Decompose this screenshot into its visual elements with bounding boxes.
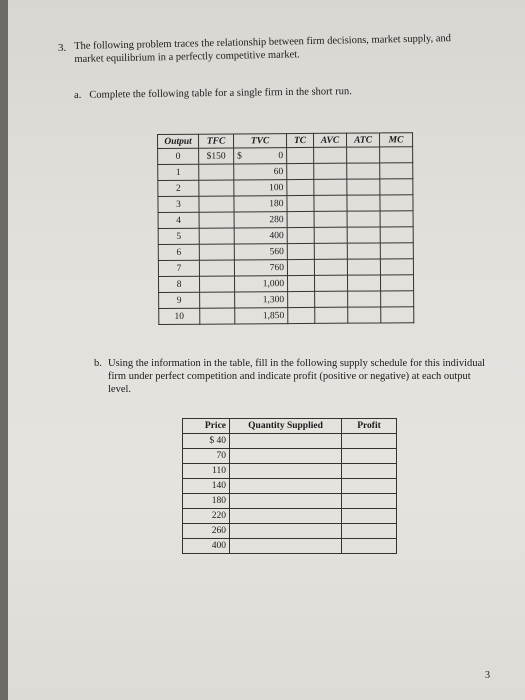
mc-cell[interactable] xyxy=(381,291,414,307)
profit-cell[interactable] xyxy=(342,494,397,509)
part-a-label: a. xyxy=(74,89,82,101)
header-avc: AVC xyxy=(313,133,346,147)
tc-cell[interactable] xyxy=(287,195,314,211)
table-row xyxy=(158,179,413,197)
tvc-currency xyxy=(238,279,246,289)
tfc-cell xyxy=(199,228,234,244)
table-row xyxy=(158,227,413,245)
tvc-value: 100 xyxy=(269,182,284,193)
price-cell: 70 xyxy=(183,449,230,464)
tvc-cell xyxy=(234,244,287,260)
tvc-currency: $ xyxy=(237,150,242,161)
tvc-cell xyxy=(234,212,287,228)
tvc-value: 1,300 xyxy=(262,294,285,305)
quantity-supplied-cell[interactable] xyxy=(230,494,342,509)
tvc-value: 60 xyxy=(273,166,284,177)
tfc-cell xyxy=(199,244,234,260)
tvc-cell xyxy=(235,308,288,324)
tvc-cell xyxy=(234,164,287,180)
table-row xyxy=(158,243,413,261)
tvc-cell xyxy=(234,228,287,244)
tvc-value: 180 xyxy=(269,198,284,209)
atc-cell[interactable] xyxy=(347,227,380,243)
tvc-currency xyxy=(238,231,246,241)
part-b-instruction xyxy=(94,357,494,396)
header-quantity-supplied: Quantity Supplied xyxy=(230,419,342,434)
table-row xyxy=(159,307,414,325)
header-mc: MC xyxy=(379,133,412,147)
tvc-currency xyxy=(238,311,246,321)
tvc-value: 1,000 xyxy=(262,278,285,289)
tfc-cell xyxy=(199,180,234,196)
tc-cell[interactable] xyxy=(287,243,314,259)
tvc-value: 760 xyxy=(269,262,284,273)
avc-cell[interactable] xyxy=(314,179,347,195)
output-cell: 10 xyxy=(159,308,200,324)
output-cell: 0 xyxy=(158,148,199,164)
mc-cell[interactable] xyxy=(380,179,413,195)
quantity-supplied-cell[interactable] xyxy=(230,464,342,479)
avc-cell[interactable] xyxy=(315,307,348,323)
tvc-currency xyxy=(237,183,245,193)
mc-cell[interactable] xyxy=(381,307,414,323)
tc-cell[interactable] xyxy=(288,307,315,323)
table-row xyxy=(158,275,413,293)
page-number: 3 xyxy=(485,670,490,681)
tvc-currency xyxy=(238,263,246,273)
tvc-cell xyxy=(234,196,287,212)
mc-cell[interactable] xyxy=(380,211,413,227)
output-cell: 9 xyxy=(159,292,200,308)
avc-cell[interactable] xyxy=(314,163,347,179)
table-row xyxy=(159,291,414,309)
header-tvc: TVC xyxy=(234,134,287,148)
table-row xyxy=(183,509,397,524)
tvc-cell xyxy=(234,276,287,292)
tvc-currency xyxy=(238,247,246,257)
price-cell: 260 xyxy=(183,524,230,539)
price-cell: 140 xyxy=(183,479,230,494)
profit-cell[interactable] xyxy=(342,464,397,479)
price-cell: $ 40 xyxy=(183,434,230,449)
tc-cell[interactable] xyxy=(287,147,314,163)
header-output: Output xyxy=(158,134,199,148)
table-row xyxy=(158,195,413,213)
quantity-supplied-cell[interactable] xyxy=(230,449,342,464)
price-cell: 400 xyxy=(183,539,230,554)
tvc-currency xyxy=(238,295,246,305)
table-row xyxy=(183,479,397,494)
tvc-value: 280 xyxy=(269,214,284,225)
tc-cell[interactable] xyxy=(287,179,314,195)
atc-cell[interactable] xyxy=(347,211,380,227)
tfc-cell xyxy=(199,260,234,276)
profit-cell[interactable] xyxy=(342,539,397,554)
avc-cell[interactable] xyxy=(314,275,347,291)
quantity-supplied-cell[interactable] xyxy=(230,539,342,554)
profit-cell[interactable] xyxy=(342,524,397,539)
output-cell: 4 xyxy=(158,212,199,228)
header-price: Price xyxy=(183,419,230,434)
header-tc: TC xyxy=(287,133,314,147)
header-atc: ATC xyxy=(346,133,379,147)
worksheet-page xyxy=(8,0,525,700)
quantity-supplied-cell[interactable] xyxy=(230,509,342,524)
mc-cell[interactable] xyxy=(380,259,413,275)
profit-cell[interactable] xyxy=(342,509,397,524)
atc-cell[interactable] xyxy=(347,195,380,211)
atc-cell[interactable] xyxy=(347,275,380,291)
tvc-cell xyxy=(234,148,287,164)
header-profit: Profit xyxy=(342,419,397,434)
tvc-value: 1,850 xyxy=(262,310,285,321)
tfc-cell xyxy=(200,308,235,324)
mc-cell[interactable] xyxy=(380,195,413,211)
tfc-cell xyxy=(199,164,234,180)
output-cell: 7 xyxy=(158,260,199,276)
tvc-currency xyxy=(237,167,245,177)
tc-cell[interactable] xyxy=(287,259,314,275)
output-cell: 3 xyxy=(158,196,199,212)
atc-cell[interactable] xyxy=(347,259,380,275)
tc-cell[interactable] xyxy=(287,211,314,227)
avc-cell[interactable] xyxy=(314,195,347,211)
atc-cell[interactable] xyxy=(347,243,380,259)
output-cell: 1 xyxy=(158,164,199,180)
tvc-cell xyxy=(234,180,287,196)
quantity-supplied-cell[interactable] xyxy=(230,524,342,539)
avc-cell[interactable] xyxy=(315,291,348,307)
cost-table xyxy=(157,132,414,325)
output-cell: 2 xyxy=(158,180,199,196)
table-row xyxy=(183,449,397,464)
quantity-supplied-cell[interactable] xyxy=(230,434,342,449)
mc-cell[interactable] xyxy=(380,227,413,243)
tc-cell[interactable] xyxy=(287,227,314,243)
atc-cell[interactable] xyxy=(347,163,380,179)
supply-table-header-row xyxy=(183,419,397,434)
tc-cell[interactable] xyxy=(287,275,314,291)
avc-cell[interactable] xyxy=(314,259,347,275)
mc-cell[interactable] xyxy=(380,163,413,179)
mc-cell[interactable] xyxy=(380,147,413,163)
part-b-text: Using the information in the table, fill in the following supply schedule for this individual firm under perfect competition and indicate profit (positive or negative) at each output level. xyxy=(108,358,486,395)
table-row xyxy=(183,494,397,509)
quantity-supplied-cell[interactable] xyxy=(230,479,342,494)
table-row xyxy=(183,434,397,449)
part-a-text: Complete the following table for a single firm in the short run. xyxy=(89,86,352,101)
tfc-cell: $150 xyxy=(199,148,234,164)
table-row xyxy=(158,259,413,277)
part-b-label: b. xyxy=(94,358,102,369)
question-intro: The following problem traces the relationship between firm decisions, market supply, and market equilibrium in a perfectly competitive market. xyxy=(74,33,452,65)
avc-cell[interactable] xyxy=(314,211,347,227)
table-row xyxy=(183,539,397,554)
tc-cell[interactable] xyxy=(288,291,315,307)
tfc-cell xyxy=(200,292,235,308)
output-cell: 8 xyxy=(158,276,199,292)
mc-cell[interactable] xyxy=(380,243,413,259)
table-row xyxy=(158,147,413,165)
tvc-cell xyxy=(234,260,287,276)
part-a-instruction xyxy=(74,86,352,101)
atc-cell[interactable] xyxy=(348,291,381,307)
price-cell: 110 xyxy=(183,464,230,479)
tfc-cell xyxy=(199,196,234,212)
atc-cell[interactable] xyxy=(348,307,381,323)
tfc-cell xyxy=(199,212,234,228)
table-row xyxy=(183,464,397,479)
avc-cell[interactable] xyxy=(314,243,347,259)
atc-cell[interactable] xyxy=(347,179,380,195)
mc-cell[interactable] xyxy=(380,275,413,291)
supply-table xyxy=(182,418,397,554)
price-cell: 180 xyxy=(183,494,230,509)
header-tfc: TFC xyxy=(199,134,234,148)
avc-cell[interactable] xyxy=(314,147,347,163)
output-cell: 6 xyxy=(158,244,199,260)
profit-cell[interactable] xyxy=(342,434,397,449)
tfc-cell xyxy=(199,276,234,292)
tvc-value: 400 xyxy=(269,230,284,241)
profit-cell[interactable] xyxy=(342,479,397,494)
atc-cell[interactable] xyxy=(347,147,380,163)
profit-cell[interactable] xyxy=(342,449,397,464)
tvc-cell xyxy=(235,292,288,308)
tvc-value: 0 xyxy=(278,150,284,161)
tvc-currency xyxy=(238,215,246,225)
table-row xyxy=(158,211,413,229)
tvc-currency xyxy=(237,199,245,209)
output-cell: 5 xyxy=(158,228,199,244)
tc-cell[interactable] xyxy=(287,163,314,179)
tvc-value: 560 xyxy=(269,246,284,257)
table-row xyxy=(183,524,397,539)
price-cell: 220 xyxy=(183,509,230,524)
question-number: 3. xyxy=(58,42,67,54)
avc-cell[interactable] xyxy=(314,227,347,243)
table-row xyxy=(158,163,413,181)
